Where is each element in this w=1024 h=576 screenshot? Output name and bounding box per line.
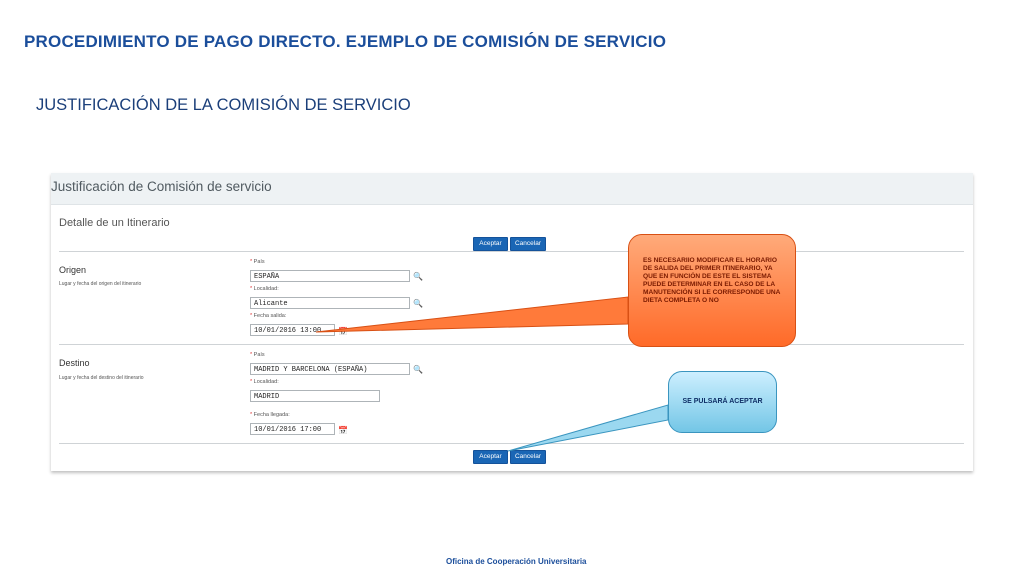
destino-fecha-input[interactable]: 10/01/2016 17:00 (250, 423, 335, 435)
destino-title: Destino (59, 358, 90, 368)
origen-title: Origen (59, 265, 87, 275)
search-icon[interactable]: 🔍 (413, 272, 423, 281)
section-title: Detalle de un Itinerario (59, 217, 170, 229)
origen-fecha-label: * Fecha salida: (250, 313, 287, 319)
destino-fecha-label: * Fecha llegada: (250, 412, 290, 418)
slide-title: PROCEDIMIENTO DE PAGO DIRECTO. EJEMPLO DE COMISIÓN DE SERVICIO (24, 32, 667, 51)
accept-button-bottom[interactable]: Aceptar (473, 450, 508, 464)
blue-pointer (508, 405, 668, 451)
calendar-icon[interactable]: 📅 (338, 426, 348, 435)
destino-localidad-input[interactable]: MADRID (250, 390, 380, 402)
panel-title: Justificación de Comisión de servicio (51, 179, 272, 194)
cancel-button-top[interactable]: Cancelar (510, 237, 546, 251)
cancel-button-bottom[interactable]: Cancelar (510, 450, 546, 464)
origen-pais-label: * País (250, 259, 265, 265)
accept-button-top[interactable]: Aceptar (473, 237, 508, 251)
origen-localidad-input[interactable]: Alicante (250, 297, 410, 309)
destino-subtitle: Lugar y fecha del destino del itinerario (59, 375, 144, 381)
modify-schedule-callout: ES NECESARIIO MODIFICAR EL HORARIO DE SALIDA DEL PRIMER ITINERARIO, YA QUE EN FUNCIÓN DE ESTE EL SISTEMA PUEDE DETERMINAR EN EL CASO DE LA MANUTENCIÓN SI LE CORRESPONDE UNA DIETA COMPLETA O NO (628, 234, 796, 347)
press-accept-callout: SE PULSARÁ ACEPTAR (668, 371, 777, 433)
destino-pais-input[interactable]: MADRID Y BARCELONA (ESPAÑA) (250, 363, 410, 375)
destino-pais-label: * País (250, 352, 265, 358)
origen-pais-input[interactable]: ESPAÑA (250, 270, 410, 282)
destino-localidad-label: * Localidad: (250, 379, 279, 385)
search-icon[interactable]: 🔍 (413, 299, 423, 308)
origen-localidad-label: * Localidad: (250, 286, 279, 292)
slide-subtitle: JUSTIFICACIÓN DE LA COMISIÓN DE SERVICIO (36, 96, 411, 114)
search-icon[interactable]: 🔍 (413, 365, 423, 374)
footer: Oficina de Cooperación Universitaria (446, 557, 587, 566)
origen-subtitle: Lugar y fecha del origen del itinerario (59, 281, 142, 287)
origen-fecha-input[interactable]: 10/01/2016 13:00 (250, 324, 335, 336)
orange-pointer (316, 297, 628, 332)
